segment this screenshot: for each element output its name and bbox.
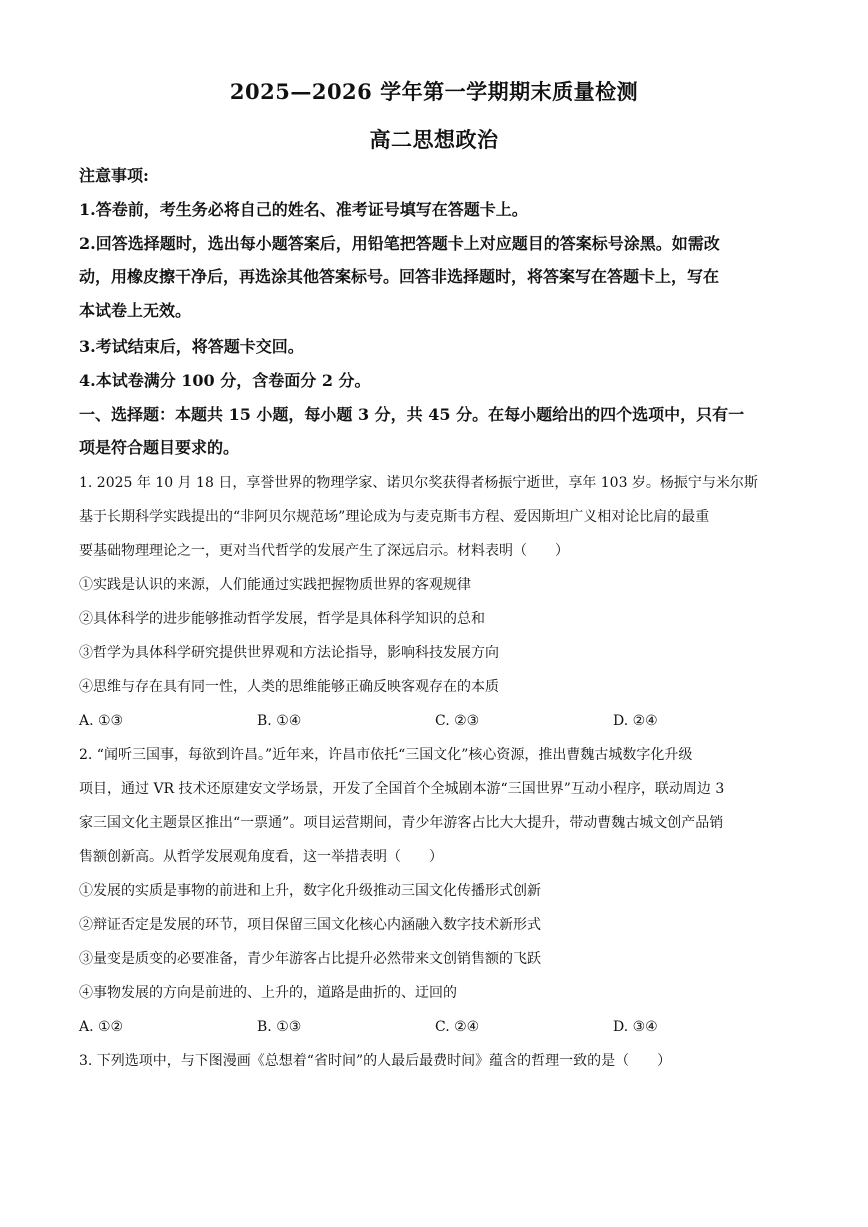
- q2-stem: 售额创新高。从哲学发展观角度看，这一举措表明（ ）: [79, 849, 443, 865]
- q2-option-a: A. ①②: [79, 1019, 124, 1035]
- q1-statement: ④思维与存在具有同一性，人类的思维能够正确反映客观存在的本质: [79, 679, 499, 695]
- notice-heading: 注意事项:: [79, 166, 149, 185]
- q2-option-d: D. ③④: [613, 1019, 658, 1035]
- q2-statement: ①发展的实质是事物的前进和上升，数字化升级推动三国文化传播形式创新: [79, 883, 541, 899]
- section-heading: 一、选择题：本题共 15 小题，每小题 3 分，共 45 分。在每小题给出的四个选项中，只有一: [79, 405, 745, 424]
- notice-item: 3.考试结束后，将答题卡交回。: [79, 337, 304, 356]
- q1-option-c: C. ②③: [435, 713, 480, 729]
- q2-stem: 家三国文化主题景区推出“一票通”。项目运营期间，青少年游客占比大大提升，带动曹魏古城文创产品销: [79, 815, 724, 831]
- q1-option-b: B. ①④: [257, 713, 302, 729]
- q1-stem: 要基础物理理论之一，更对当代哲学的发展产生了深远启示。材料表明（ ）: [79, 543, 569, 559]
- q1-option-d: D. ②④: [613, 713, 658, 729]
- exam-title: 2025—2026 学年第一学期期末质量检测: [229, 79, 639, 104]
- q1-option-a: A. ①③: [79, 713, 124, 729]
- q2-statement: ④事物发展的方向是前进的、上升的，道路是曲折的、迂回的: [79, 985, 457, 1001]
- notice-item: 2.回答选择题时，选出每小题答案后，用铅笔把答题卡上对应题目的答案标号涂黑。如需改: [79, 234, 720, 253]
- q2-statement: ②辩证否定是发展的环节，项目保留三国文化核心内涵融入数字技术新形式: [79, 917, 541, 933]
- notice-item: 1.答卷前，考生务必将自己的姓名、准考证号填写在答题卡上。: [79, 200, 528, 219]
- notice-item: 动，用橡皮擦干净后，再选涂其他答案标号。回答非选择题时，将答案写在答题卡上，写在: [79, 267, 720, 286]
- q1-statement: ②具体科学的进步能够推动哲学发展，哲学是具体科学知识的总和: [79, 611, 485, 627]
- q1-options: [79, 711, 794, 731]
- q1-statement: ①实践是认识的来源，人们能通过实践把握物质世界的客观规律: [79, 577, 471, 593]
- q2-statement: ③量变是质变的必要准备，青少年游客占比提升必然带来文创销售额的飞跃: [79, 951, 541, 967]
- q1-stem: 基于长期科学实践提出的“非阿贝尔规范场”理论成为与麦克斯韦方程、爱因斯坦广义相对论比肩的最重: [79, 509, 710, 525]
- q3-stem: 3. 下列选项中，与下图漫画《总想着“省时间”的人最后最费时间》蕴含的哲理一致的是（ ）: [79, 1053, 672, 1069]
- q2-stem: 2. “闻听三国事，每欲到许昌。”近年来，许昌市依托“三国文化”核心资源，推出曹魏古城数字化升级: [79, 747, 693, 763]
- notice-item: 本试卷上无效。: [79, 301, 192, 320]
- notice-item: 4.本试卷满分 100 分，含卷面分 2 分。: [79, 371, 371, 390]
- q2-option-b: B. ①③: [257, 1019, 302, 1035]
- section-heading-cont: 项是符合题目要求的。: [79, 438, 240, 457]
- q1-stem: 1. 2025 年 10 月 18 日，享誉世界的物理学家、诺贝尔奖获得者杨振宁逝世，享年 103 岁。杨振宁与米尔斯: [79, 475, 758, 491]
- subject-title: 高二思想政治: [369, 127, 499, 152]
- q2-options: [79, 1017, 794, 1037]
- q2-stem: 项目，通过 VR 技术还原建安文学场景，开发了全国首个全城剧本游“三国世界”互动小程序，联动周边 3: [79, 781, 725, 797]
- q1-statement: ③哲学为具体科学研究提供世界观和方法论指导，影响科技发展方向: [79, 645, 499, 661]
- q2-option-c: C. ②④: [435, 1019, 480, 1035]
